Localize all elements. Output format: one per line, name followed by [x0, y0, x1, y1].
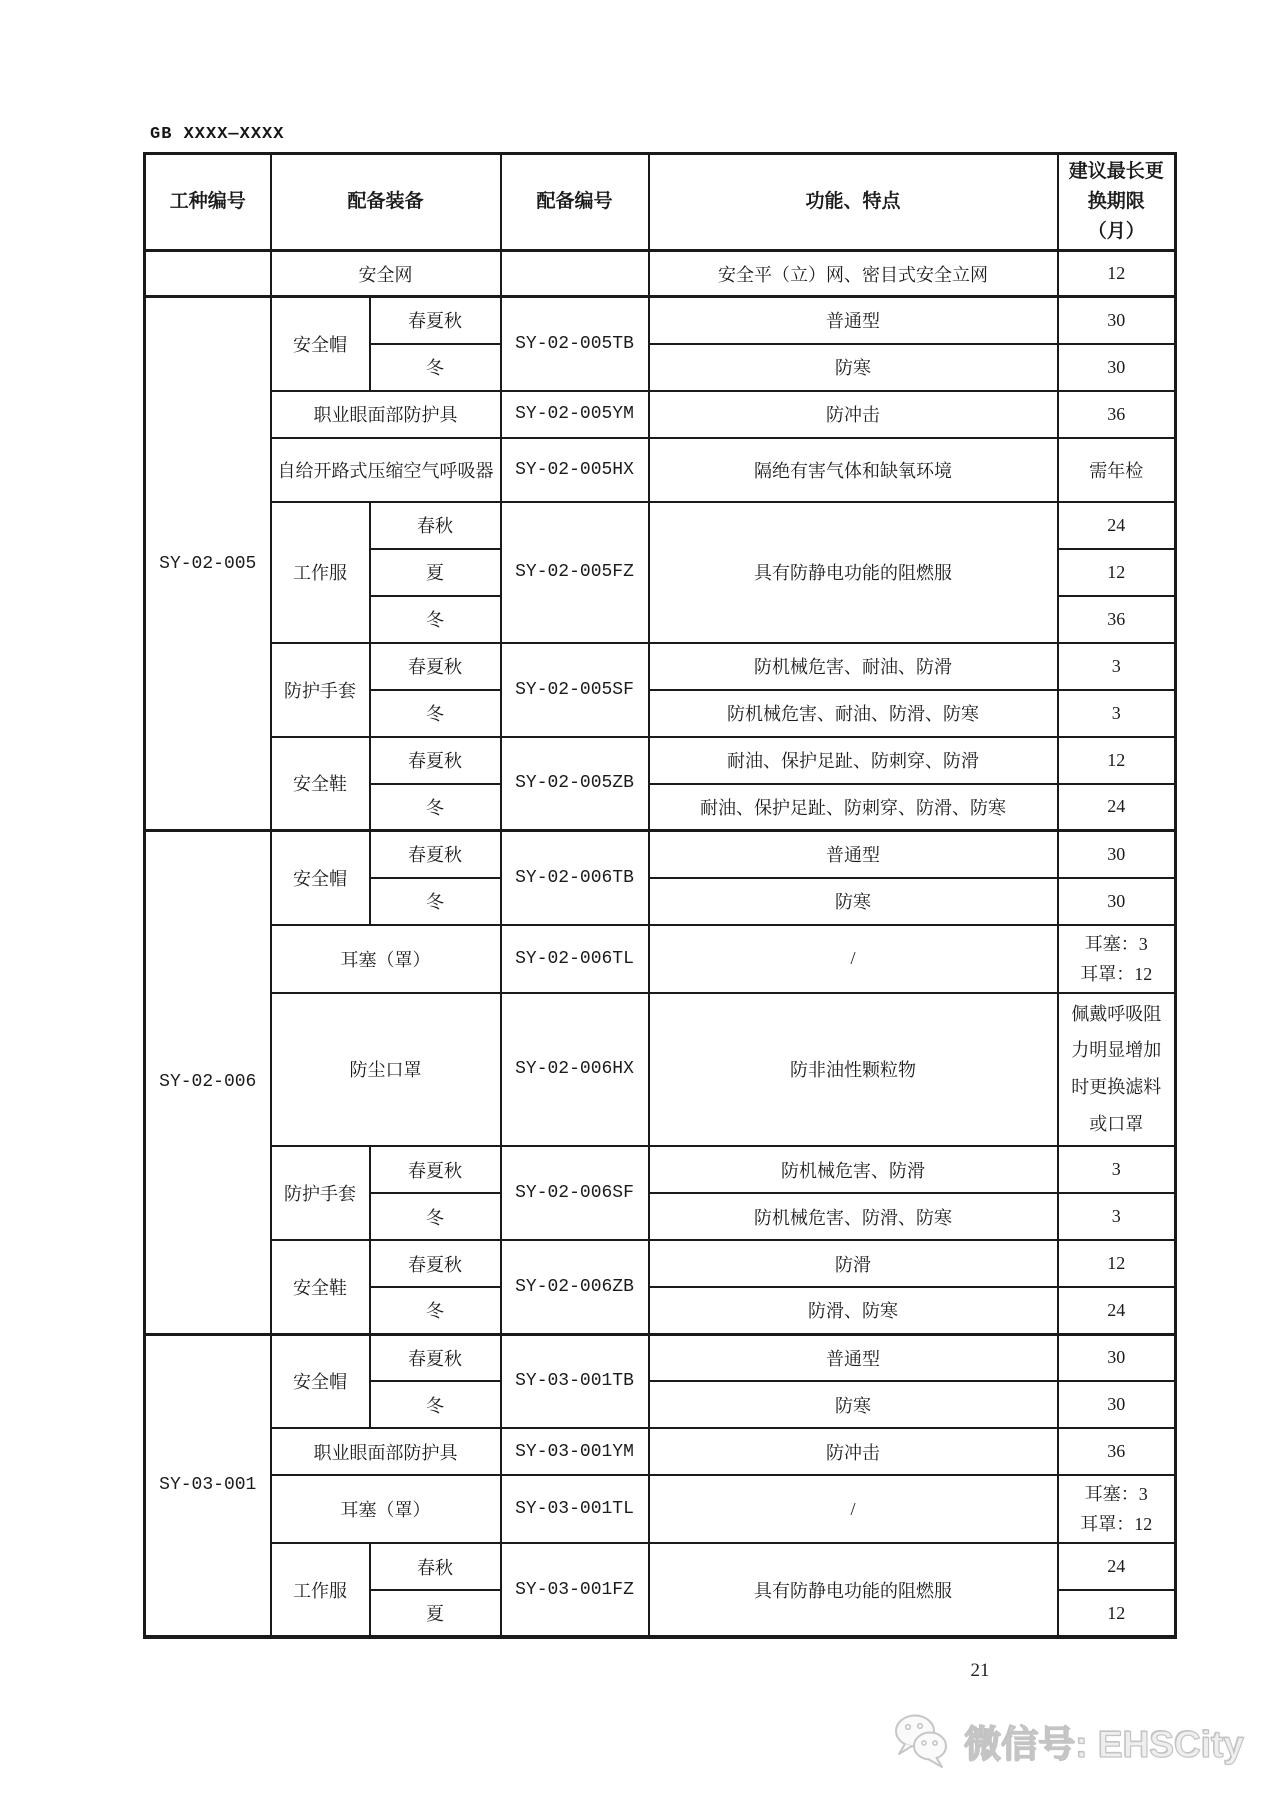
- cell-g1-gloves-func-a: 防机械危害、耐油、防滑: [649, 643, 1058, 690]
- cell-g2-shoes-season-a: 春夏秋: [370, 1240, 501, 1287]
- cell-g1-breather-code: SY-02-005HX: [501, 438, 649, 502]
- row-g2-shoes-a: [145, 1240, 1176, 1287]
- cell-g1-breather-name: 自给开路式压缩空气呼吸器: [271, 438, 501, 502]
- cell-g2-shoes-season-b: 冬: [370, 1287, 501, 1334]
- cell-g1-helmet-period-a: 30: [1058, 297, 1176, 344]
- cell-g3-workwear-name: 工作服: [271, 1543, 370, 1637]
- cell-g1-gloves-season-b: 冬: [370, 690, 501, 737]
- cell-g3-helmet-period-b: 30: [1058, 1381, 1176, 1428]
- row-g1-breather: [145, 438, 1176, 502]
- col-header-period-line2: 换期限（月）: [1087, 191, 1145, 242]
- cell-g1-eyeface-code: SY-02-005YM: [501, 391, 649, 438]
- cell-g2-shoes-period-b: 24: [1058, 1287, 1176, 1334]
- cell-g2-dustmask-name: 防尘口罩: [271, 993, 501, 1147]
- cell-g2-dustmask-code: SY-02-006HX: [501, 993, 649, 1147]
- cell-g2-helmet-period-a: 30: [1058, 831, 1176, 878]
- cell-g3-workwear-season-b: 夏: [370, 1590, 501, 1637]
- cell-g1-eyeface-func: 防冲击: [649, 391, 1058, 438]
- cell-g1-gloves-season-a: 春夏秋: [370, 643, 501, 690]
- row-g3-eyeface: [145, 1428, 1176, 1475]
- cell-g3-eyeface-func: 防冲击: [649, 1428, 1058, 1475]
- cell-g3-helmet-season-b: 冬: [370, 1381, 501, 1428]
- row-g2-dustmask: [145, 993, 1176, 1147]
- cell-g2-helmet-period-b: 30: [1058, 878, 1176, 925]
- cell-g3-workwear-period-a: 24: [1058, 1543, 1176, 1590]
- cell-g1-jobid: SY-02-005: [145, 297, 271, 831]
- cell-g1-gloves-code: SY-02-005SF: [501, 643, 649, 737]
- cell-g2-dustmask-period: 佩戴呼吸阻力明显增加时更换滤料或口罩: [1058, 993, 1176, 1147]
- col-header-period-line1: 建议最长更: [1068, 161, 1164, 182]
- cell-g3-jobid: SY-03-001: [145, 1334, 271, 1637]
- cell-g2-earplug-period: [1058, 925, 1176, 993]
- cell-g2-gloves-name: 防护手套: [271, 1146, 370, 1240]
- cell-g3-workwear-code: SY-03-001FZ: [501, 1543, 649, 1637]
- cell-g2-helmet-code: SY-02-006TB: [501, 831, 649, 925]
- cell-g3-earplug-period: [1058, 1475, 1176, 1543]
- row-g2-helmet-a: [145, 831, 1176, 878]
- cell-g1-shoes-func-b: 耐油、保护足趾、防刺穿、防滑、防寒: [649, 784, 1058, 831]
- earplug-period-line2: 耳罩：12: [1080, 1514, 1153, 1535]
- cell-g3-helmet-period-a: 30: [1058, 1334, 1176, 1381]
- earplug-period-line1: 耳塞：3: [1084, 1484, 1148, 1505]
- cell-g2-shoes-code: SY-02-006ZB: [501, 1240, 649, 1334]
- cell-g1-eyeface-name: 职业眼面部防护具: [271, 391, 501, 438]
- cell-g1-gloves-func-b: 防机械危害、耐油、防滑、防寒: [649, 690, 1058, 737]
- cell-net-period: 12: [1058, 251, 1176, 297]
- cell-g1-breather-func: 隔绝有害气体和缺氧环境: [649, 438, 1058, 502]
- cell-g2-gloves-season-b: 冬: [370, 1193, 501, 1240]
- col-header-period: [1058, 154, 1176, 251]
- cell-g2-helmet-season-b: 冬: [370, 878, 501, 925]
- cell-g1-workwear-season-b: 夏: [370, 549, 501, 596]
- cell-g3-workwear-season-a: 春秋: [370, 1543, 501, 1590]
- cell-g3-eyeface-code: SY-03-001YM: [501, 1428, 649, 1475]
- cell-g3-earplug-func: /: [649, 1475, 1058, 1543]
- cell-g2-gloves-period-a: 3: [1058, 1146, 1176, 1193]
- cell-g3-helmet-season-a: 春夏秋: [370, 1334, 501, 1381]
- row-g1-helmet-a: [145, 297, 1176, 344]
- cell-g1-workwear-period-a: 24: [1058, 502, 1176, 549]
- row-safety-net: [145, 251, 1176, 297]
- cell-g1-gloves-period-a: 3: [1058, 643, 1176, 690]
- cell-g1-eyeface-period: 36: [1058, 391, 1176, 438]
- earplug-period-line2: 耳罩：12: [1080, 963, 1153, 984]
- row-g1-shoes-a: [145, 737, 1176, 784]
- cell-g2-shoes-period-a: 12: [1058, 1240, 1176, 1287]
- cell-g2-dustmask-func: 防非油性颗粒物: [649, 993, 1058, 1147]
- cell-g2-gloves-period-b: 3: [1058, 1193, 1176, 1240]
- standard-number: GB XXXX—XXXX: [150, 125, 285, 144]
- cell-g2-shoes-name: 安全鞋: [271, 1240, 370, 1334]
- row-g1-workwear-a: [145, 502, 1176, 549]
- cell-g3-earplug-code: SY-03-001TL: [501, 1475, 649, 1543]
- cell-g1-helmet-season-a: 春夏秋: [370, 297, 501, 344]
- wechat-icon: [892, 1712, 952, 1770]
- cell-g1-shoes-season-a: 春夏秋: [370, 737, 501, 784]
- cell-g1-helmet-period-b: 30: [1058, 344, 1176, 391]
- row-g2-earplug: [145, 925, 1176, 993]
- page-number: 21: [970, 1660, 990, 1681]
- col-header-code: 配备编号: [501, 154, 649, 251]
- cell-g2-gloves-func-a: 防机械危害、防滑: [649, 1146, 1058, 1193]
- cell-g2-helmet-season-a: 春夏秋: [370, 831, 501, 878]
- ppe-table: [143, 152, 1177, 1639]
- cell-g3-helmet-func-a: 普通型: [649, 1334, 1058, 1381]
- col-header-equipment: 配备装备: [271, 154, 501, 251]
- row-g3-earplug: [145, 1475, 1176, 1543]
- cell-g1-helmet-code: SY-02-005TB: [501, 297, 649, 391]
- cell-g3-helmet-func-b: 防寒: [649, 1381, 1058, 1428]
- watermark-text: 微信号: EHSCity: [964, 1724, 1244, 1765]
- cell-g1-helmet-func-b: 防寒: [649, 344, 1058, 391]
- cell-g1-shoes-period-b: 24: [1058, 784, 1176, 831]
- row-g3-workwear-a: [145, 1543, 1176, 1590]
- cell-g2-helmet-func-a: 普通型: [649, 831, 1058, 878]
- row-g1-eyeface: [145, 391, 1176, 438]
- cell-g1-shoes-func-a: 耐油、保护足趾、防刺穿、防滑: [649, 737, 1058, 784]
- cell-g1-helmet-season-b: 冬: [370, 344, 501, 391]
- row-g3-helmet-a: [145, 1334, 1176, 1381]
- header-row: [145, 154, 1176, 251]
- cell-g1-workwear-name: 工作服: [271, 502, 370, 643]
- wechat-watermark: [892, 1712, 1244, 1770]
- cell-g2-gloves-season-a: 春夏秋: [370, 1146, 501, 1193]
- cell-g1-workwear-season-c: 冬: [370, 596, 501, 643]
- cell-net-func: 安全平（立）网、密目式安全立网: [649, 251, 1058, 297]
- cell-g1-shoes-code: SY-02-005ZB: [501, 737, 649, 831]
- earplug-period-line1: 耳塞：3: [1084, 933, 1148, 954]
- cell-net-jobid-empty: [145, 251, 271, 297]
- cell-net-name: 安全网: [271, 251, 501, 297]
- cell-g1-workwear-period-c: 36: [1058, 596, 1176, 643]
- cell-g1-shoes-name: 安全鞋: [271, 737, 370, 831]
- cell-g3-eyeface-period: 36: [1058, 1428, 1176, 1475]
- cell-g1-workwear-code: SY-02-005FZ: [501, 502, 649, 643]
- cell-g3-eyeface-name: 职业眼面部防护具: [271, 1428, 501, 1475]
- col-header-jobid: 工种编号: [145, 154, 271, 251]
- cell-g2-earplug-code: SY-02-006TL: [501, 925, 649, 993]
- cell-g3-earplug-name: 耳塞（罩）: [271, 1475, 501, 1543]
- cell-g2-earplug-func: /: [649, 925, 1058, 993]
- cell-g1-breather-period: 需年检: [1058, 438, 1176, 502]
- cell-g1-shoes-season-b: 冬: [370, 784, 501, 831]
- cell-g1-helmet-name: 安全帽: [271, 297, 370, 391]
- cell-g2-helmet-name: 安全帽: [271, 831, 370, 925]
- row-g2-gloves-a: [145, 1146, 1176, 1193]
- col-header-function: 功能、特点: [649, 154, 1058, 251]
- cell-g2-shoes-func-b: 防滑、防寒: [649, 1287, 1058, 1334]
- cell-net-code-empty: [501, 251, 649, 297]
- cell-g2-gloves-func-b: 防机械危害、防滑、防寒: [649, 1193, 1058, 1240]
- cell-g2-helmet-func-b: 防寒: [649, 878, 1058, 925]
- cell-g1-gloves-period-b: 3: [1058, 690, 1176, 737]
- cell-g1-gloves-name: 防护手套: [271, 643, 370, 737]
- cell-g3-helmet-code: SY-03-001TB: [501, 1334, 649, 1428]
- cell-g3-helmet-name: 安全帽: [271, 1334, 370, 1428]
- cell-g1-shoes-period-a: 12: [1058, 737, 1176, 784]
- cell-g1-workwear-season-a: 春秋: [370, 502, 501, 549]
- cell-g2-jobid: SY-02-006: [145, 831, 271, 1335]
- cell-g3-workwear-func: 具有防静电功能的阻燃服: [649, 1543, 1058, 1637]
- cell-g3-workwear-period-b: 12: [1058, 1590, 1176, 1637]
- cell-g2-gloves-code: SY-02-006SF: [501, 1146, 649, 1240]
- cell-g1-workwear-period-b: 12: [1058, 549, 1176, 596]
- cell-g1-helmet-func-a: 普通型: [649, 297, 1058, 344]
- cell-g1-workwear-func: 具有防静电功能的阻燃服: [649, 502, 1058, 643]
- row-g1-gloves-a: [145, 643, 1176, 690]
- cell-g2-shoes-func-a: 防滑: [649, 1240, 1058, 1287]
- cell-g2-earplug-name: 耳塞（罩）: [271, 925, 501, 993]
